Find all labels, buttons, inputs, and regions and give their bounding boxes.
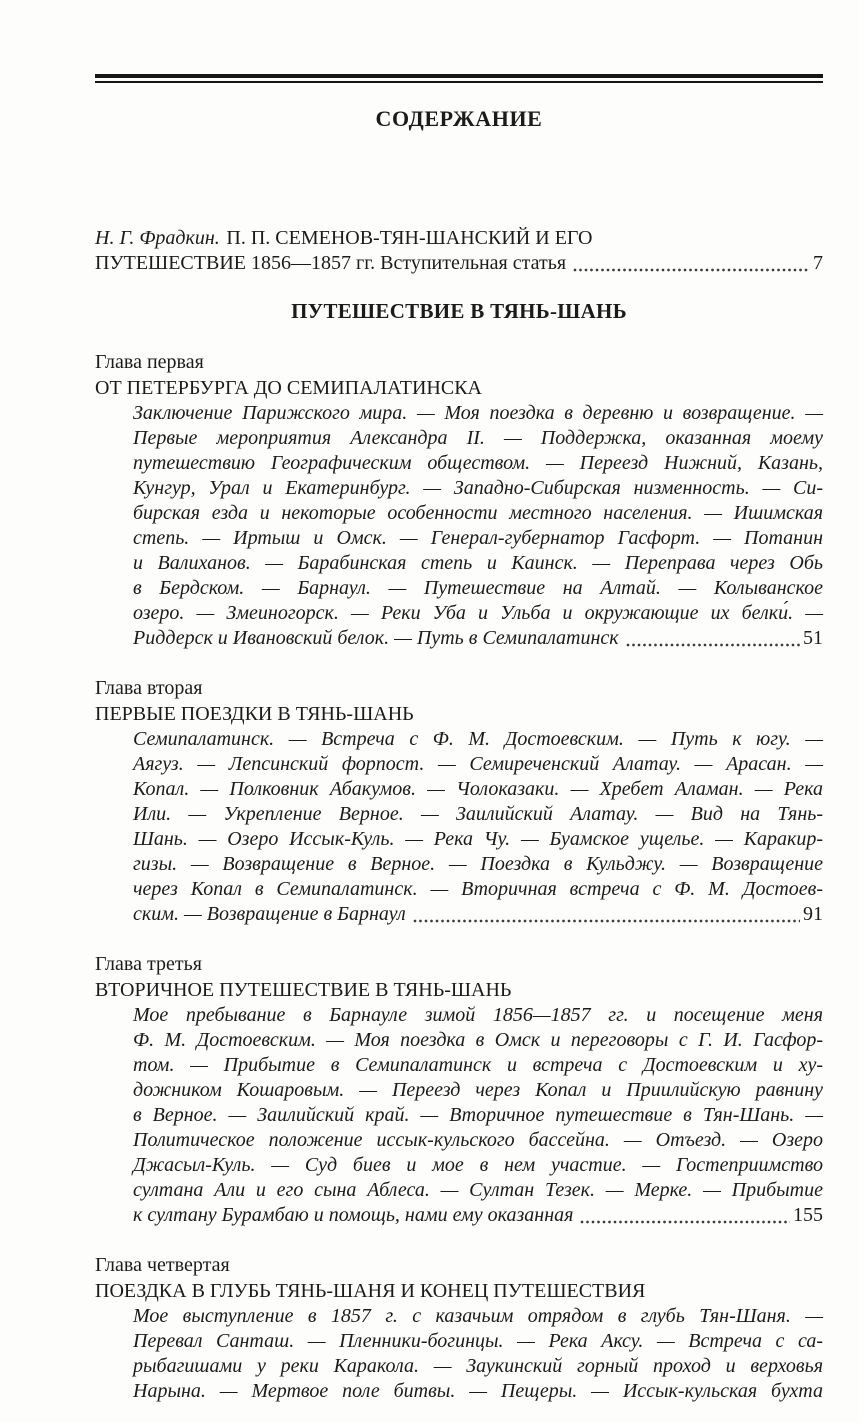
chapter-summary [95, 401, 823, 651]
summary-line: через Копал в Семипалатинск. — Вторичная встреча с Ф. М. Достоев- [133, 878, 823, 900]
summary-line: Шань. — Озеро Иссык-Куль. — Река Чу. — Буамское ущелье. — Каракир- [133, 828, 823, 850]
header-rule [95, 74, 823, 83]
section-title: ПУТЕШЕСТВИЕ В ТЯНЬ-ШАНЬ [291, 299, 627, 323]
summary-line: Ф. М. Достоевским. — Моя поездка в Омск и переговоры с Г. И. Гасфор- [133, 1029, 823, 1051]
intro-line-1 [95, 226, 823, 251]
intro-line-2 [95, 251, 823, 276]
summary-line: Политическое положение иссык-кульского бассейна. — Отъезд. — Озеро [133, 1129, 823, 1151]
toc-chapter [95, 1252, 823, 1404]
summary-last-text: ским. — Возвращение в Барнаул [133, 903, 406, 925]
dot-leader [573, 268, 810, 272]
chapter-title: ВТОРИЧНОЕ ПУТЕШЕСТВИЕ В ТЯНЬ-ШАНЬ [95, 979, 512, 1001]
summary-line: том. — Прибытие в Семипалатинск и встреча с Достоевским и ху- [133, 1054, 823, 1076]
page-number: 7 [813, 252, 823, 274]
summary-line: Мое пребывание в Барнауле зимой 1856—1857 гг. и посещение меня [133, 1004, 823, 1026]
dot-leader [580, 1220, 790, 1224]
intro-title-part: П. П. СЕМЕНОВ-ТЯН-ШАНСКИЙ И ЕГО [226, 227, 593, 249]
dot-leader [626, 643, 800, 647]
summary-last-line [133, 626, 823, 651]
summary-line: султана Али и его сына Аблеса. — Султан Тезек. — Мерке. — Прибытие [133, 1179, 823, 1201]
toc-content [95, 74, 823, 1404]
summary-line: степь. — Иртыш и Омск. — Генерал-губернатор Гасфорт. — Потанин [133, 527, 823, 549]
toc-chapter [95, 675, 823, 927]
summary-line: гизы. — Возвращение в Верное. — Поездка в Кульджу. — Возвращение [133, 853, 823, 875]
summary-line: Аягуз. — Лепсинский форпост. — Семиреченский Алатау. — Арасан. — [133, 753, 823, 775]
summary-line: Кунгур, Урал и Екатеринбург. — Западно-Сибирская низменность. — Си- [133, 477, 823, 499]
chapter-label: Глава первая [95, 351, 204, 373]
summary-line: Джасыл-Куль. — Суд биев и мое в нем участие. — Гостеприимство [133, 1154, 823, 1176]
dot-leader [413, 919, 800, 923]
summary-last-text: Риддерск и Ивановский белок. — Путь в Семипалатинск [133, 627, 619, 649]
summary-line: бирская езда и некоторые особенности местного населения. — Ишимская [133, 502, 823, 524]
chapter-label: Глава третья [95, 953, 202, 975]
summary-line: Семипалатинск. — Встреча с Ф. М. Достоевским. — Путь к югу. — [133, 728, 823, 750]
summary-line: Первые мероприятия Александра II. — Поддержка, оказанная моему [133, 427, 823, 449]
summary-line: Заключение Парижского мира. — Моя поездка в деревню и возвращение. — [133, 402, 823, 424]
chapter-title: ПОЕЗДКА В ГЛУБЬ ТЯНЬ-ШАНЯ И КОНЕЦ ПУТЕШЕСТВИЯ [95, 1280, 646, 1302]
page-number: 91 [803, 903, 823, 925]
summary-last-text: к султану Бурамбаю и помощь, нами ему оказанная [133, 1204, 574, 1226]
summary-line: в Бердском. — Барнаул. — Путешествие на Алтай. — Колыванское [133, 577, 823, 599]
chapter-title: ОТ ПЕТЕРБУРГА ДО СЕМИПАЛАТИНСКА [95, 377, 483, 399]
summary-last-line [133, 1203, 823, 1228]
summary-line: Мое выступление в 1857 г. с казачьим отрядом в глубь Тян-Шаня. — [133, 1305, 823, 1327]
intro-author: Н. Г. Фрадкин. [95, 227, 220, 249]
summary-line: Или. — Укрепление Верное. — Заилийский Алатау. — Вид на Тянь- [133, 803, 823, 825]
chapter-label: Глава вторая [95, 677, 203, 699]
summary-line: озеро. — Змеиногорск. — Реки Уба и Ульба и окружающие их белки́. — [133, 602, 823, 624]
intro-subtitle: ПУТЕШЕСТВИЕ 1856—1857 гг. Вступительная статья [95, 252, 567, 274]
toc-chapter [95, 349, 823, 651]
chapter-title: ПЕРВЫЕ ПОЕЗДКИ В ТЯНЬ-ШАНЬ [95, 703, 414, 725]
summary-line: путешествию Географическим обществом. — Переезд Нижний, Казань, [133, 452, 823, 474]
chapter-summary [95, 727, 823, 927]
summary-line: Перевал Санташ. — Пленники-богинцы. — Река Аксу. — Встреча с са- [133, 1330, 823, 1352]
summary-line: рыбагишами у реки Каракола. — Заукинский горный проход и верховья [133, 1355, 823, 1377]
toc-intro-entry [95, 226, 823, 276]
page-number: 51 [803, 627, 823, 649]
chapter-list [95, 349, 823, 1404]
page-number: 155 [793, 1204, 823, 1226]
summary-line: в Верное. — Заилийский край. — Вторичное путешествие в Тян-Шань. — [133, 1104, 823, 1126]
summary-line: дожником Кошаровым. — Переезд через Копал и Приилийскую равнину [133, 1079, 823, 1101]
chapter-label: Глава четвертая [95, 1254, 230, 1276]
summary-line: Копал. — Полковник Абакумов. — Чолоказаки. — Хребет Аламан. — Река [133, 778, 823, 800]
summary-last-line [133, 902, 823, 927]
page-title: СОДЕРЖАНИЕ [375, 106, 543, 131]
chapter-summary [95, 1003, 823, 1228]
summary-line: и Валиханов. — Барабинская степь и Каинск. — Переправа через Обь [133, 552, 823, 574]
toc-chapter [95, 951, 823, 1228]
summary-line: Нарына. — Мертвое поле битвы. — Пещеры. — Иссык-кульская бухта [133, 1380, 823, 1402]
chapter-summary [95, 1304, 823, 1404]
